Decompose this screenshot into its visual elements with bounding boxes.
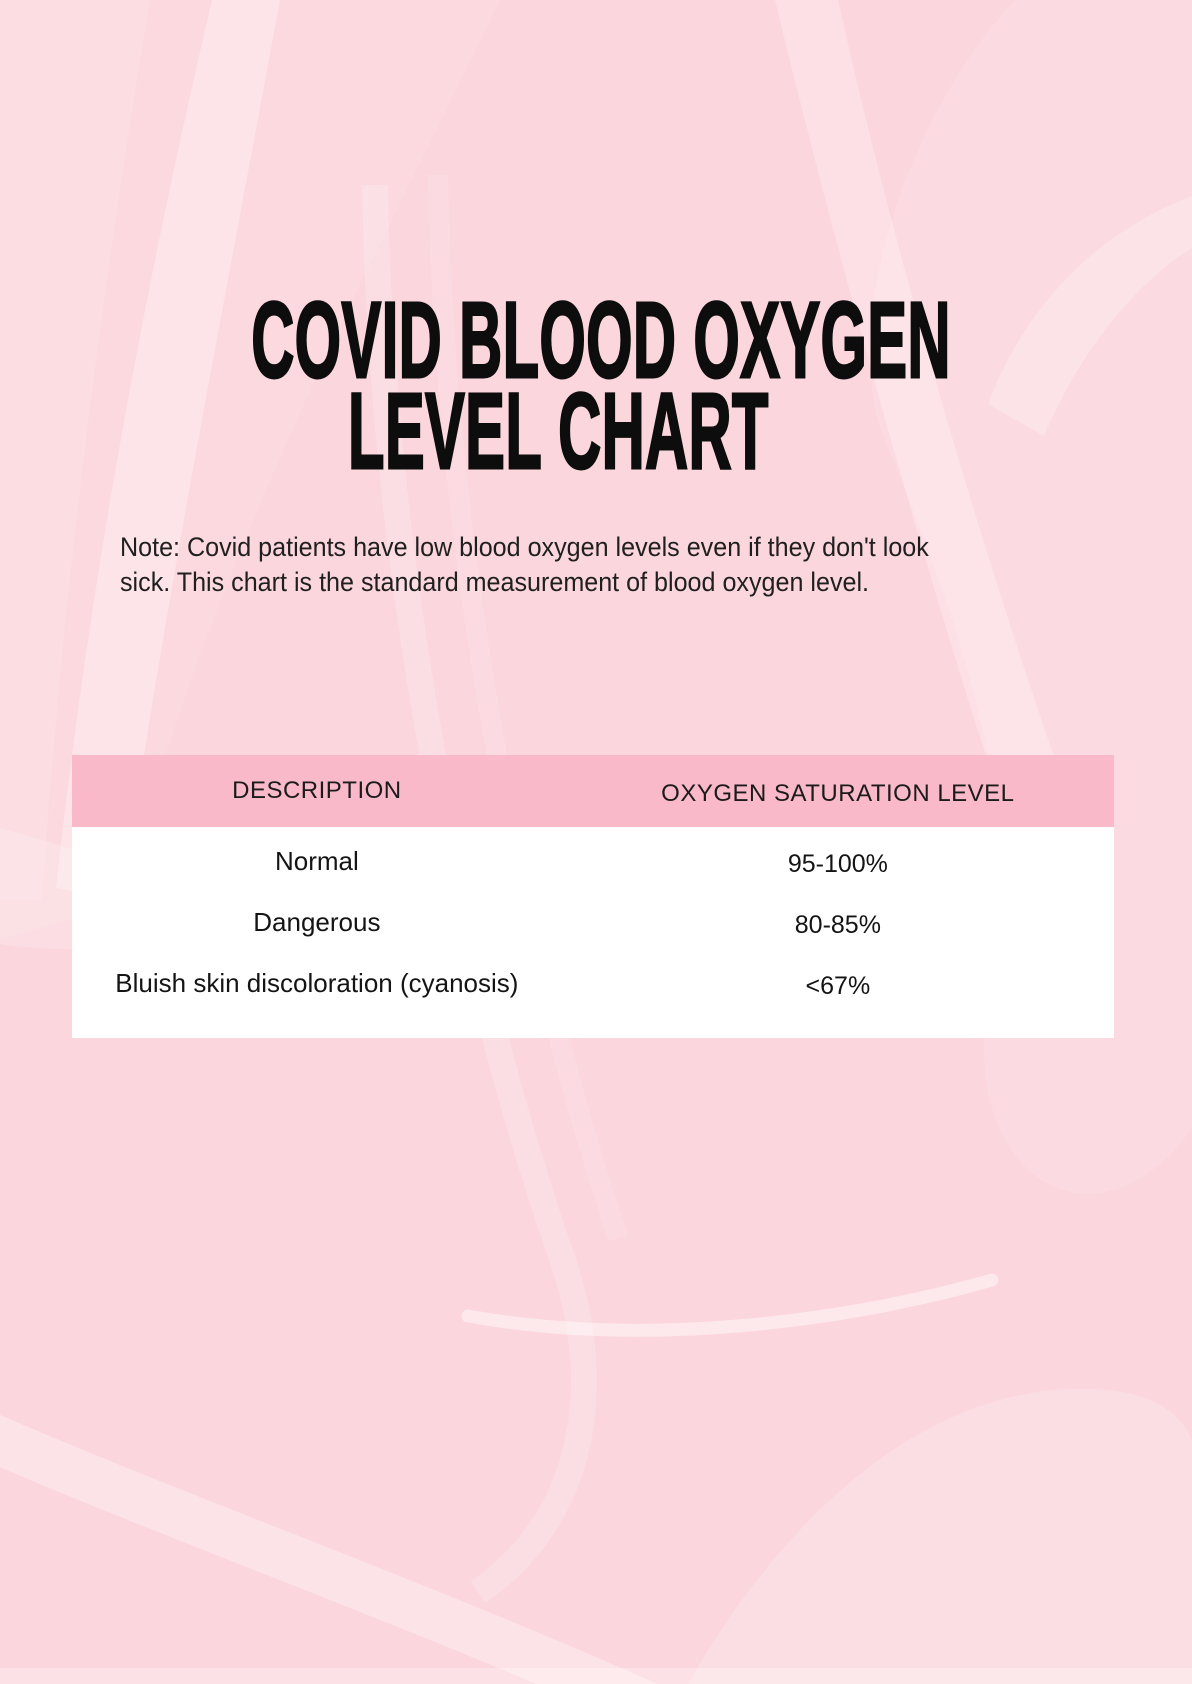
- cell-description: Bluish skin discoloration (cyanosis): [115, 968, 519, 998]
- oxygen-saturation-table: [72, 755, 1114, 1038]
- page-title: [0, 279, 1117, 491]
- note-line-2: sick. This chart is the standard measurement of blood oxygen level.: [120, 567, 870, 597]
- table-row: [72, 831, 1114, 892]
- table-header-row: [72, 755, 1114, 827]
- note-line-1: Note: Covid patients have low blood oxygen levels even if they don't look: [120, 532, 929, 562]
- swirl-bottom-strip: [0, 1668, 1192, 1684]
- cell-level: 80-85%: [794, 911, 881, 939]
- title-line-2: LEVEL CHART: [348, 370, 769, 491]
- table-row: [72, 953, 1114, 1014]
- cell-description: Dangerous: [253, 907, 381, 937]
- column-header-description: DESCRIPTION: [232, 777, 402, 804]
- table-row: [72, 892, 1114, 953]
- cell-level: 95-100%: [787, 850, 888, 878]
- cell-description: Normal: [274, 846, 359, 876]
- note-text: [120, 530, 929, 600]
- swirl-smile-curve: [468, 1280, 992, 1330]
- cell-level: <67%: [805, 972, 871, 1000]
- swirl-bottom-dome: [688, 1389, 1192, 1684]
- swirl-bottom-left-band: [0, 1428, 648, 1684]
- column-header-oxygen-saturation-level: OXYGEN SATURATION LEVEL: [661, 780, 1015, 807]
- title-line-1: COVID BLOOD OXYGEN: [251, 279, 952, 400]
- table-body: [72, 827, 1114, 1038]
